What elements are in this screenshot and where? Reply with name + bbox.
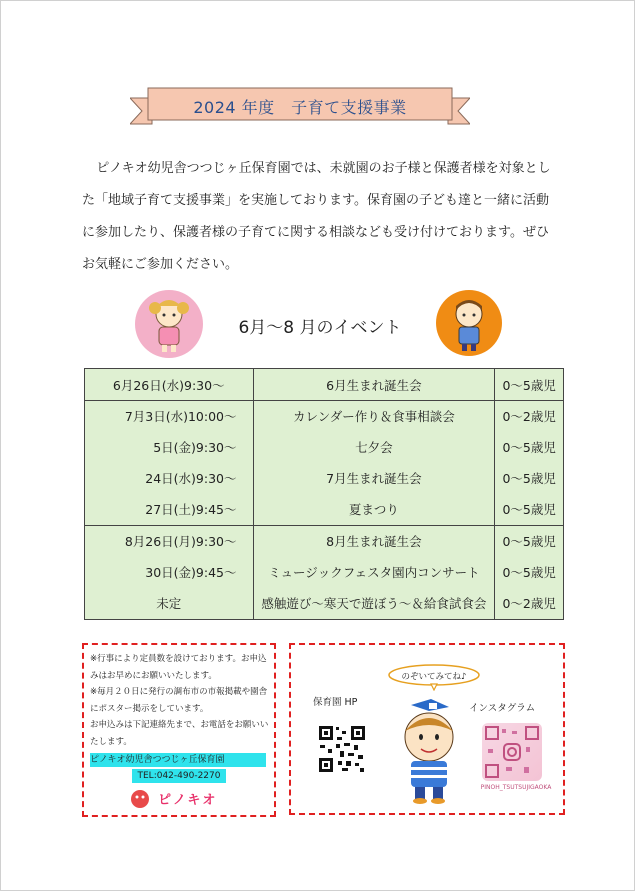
event-date: 24日(水)9:30～ bbox=[145, 471, 237, 486]
event-name-group bbox=[253, 526, 495, 620]
event-age: 0～5歳児 bbox=[502, 440, 556, 455]
note-box bbox=[82, 643, 276, 817]
boy-character-icon bbox=[436, 290, 502, 356]
event-date: 8月26日(月)9:30～ bbox=[124, 534, 237, 549]
event-date-group bbox=[85, 401, 254, 526]
intro-paragraph: ピノキオ幼児舎つつじヶ丘保育園では、未就園のお子様と保護者様を対象とした「地域子育て支援事業」を実施しております。保育園の子ども達と一緒に活動に参加したり、保護者様の子育てに関する相談なども受け付けております。ぜひお気軽にご参加ください。 bbox=[82, 161, 551, 272]
event-schedule-table bbox=[84, 368, 564, 620]
title-ribbon bbox=[130, 84, 470, 128]
event-age: 0～2歳児 bbox=[502, 409, 556, 424]
pinokio-logo bbox=[130, 785, 230, 811]
event-age: 0～2歳児 bbox=[502, 596, 556, 611]
event-name: 七夕会 bbox=[355, 440, 393, 455]
event-date: 27日(土)9:45～ bbox=[145, 502, 237, 517]
girl-character-icon bbox=[135, 290, 203, 358]
table-row bbox=[85, 401, 564, 526]
hp-label: 保育園 HP bbox=[313, 697, 358, 708]
sns-box bbox=[289, 643, 565, 815]
event-name-group bbox=[253, 401, 495, 526]
event-age-group bbox=[495, 526, 564, 620]
logo-text: ピノキオ bbox=[158, 793, 218, 808]
instagram-handle: PINOH_TSUTSUJIGAOKA bbox=[480, 784, 552, 791]
note-line: ※毎月２０日に発行の調布市の市報掲載や園舎にポスター掲示をしています。 bbox=[90, 687, 268, 714]
event-date: 未定 bbox=[156, 596, 182, 611]
note-line: お申込みは下記連絡先まで、お電話をお願いいたします。 bbox=[90, 720, 269, 747]
event-name: 6月生まれ誕生会 bbox=[253, 369, 495, 401]
event-age: 0～5歳児 bbox=[502, 502, 556, 517]
table-row bbox=[85, 369, 564, 401]
table-row bbox=[85, 526, 564, 620]
event-age: 0～5歳児 bbox=[502, 565, 556, 580]
event-date: 6月26日(水)9:30～ bbox=[85, 369, 254, 401]
instagram-qr-code-icon[interactable] bbox=[482, 723, 542, 781]
event-date: 7月3日(水)10:00～ bbox=[124, 409, 237, 424]
phone-number[interactable]: TEL:042-490-2270 bbox=[132, 769, 226, 783]
pinokio-mascot-icon bbox=[389, 697, 469, 807]
event-name: 8月生まれ誕生会 bbox=[326, 534, 422, 549]
bubble-text: のぞいてみてね♪ bbox=[401, 672, 467, 682]
note-text bbox=[90, 651, 270, 750]
event-date-group bbox=[85, 526, 254, 620]
org-name: ピノキオ幼児舎つつじヶ丘保育園 bbox=[90, 753, 266, 767]
event-name: ミュージックフェスタ園内コンサート bbox=[268, 565, 480, 580]
event-name: 感触遊び～寒天で遊ぼう～＆給食試食会 bbox=[261, 596, 487, 611]
event-age: 0～5歳児 bbox=[495, 369, 564, 401]
event-age: 0～5歳児 bbox=[502, 534, 556, 549]
event-name: 7月生まれ誕生会 bbox=[326, 471, 422, 486]
event-age-group bbox=[495, 401, 564, 526]
event-age: 0～5歳児 bbox=[502, 471, 556, 486]
event-date: 5日(金)9:30～ bbox=[153, 440, 237, 455]
hp-qr-code-icon[interactable] bbox=[318, 725, 366, 773]
page-title: 2024 年度 子育て支援事業 bbox=[193, 98, 407, 117]
event-name: 夏まつり bbox=[348, 502, 399, 517]
event-name: カレンダー作り＆食事相談会 bbox=[293, 409, 455, 424]
events-heading: 6月～8 月のイベント bbox=[238, 318, 402, 338]
event-date: 30日(金)9:45～ bbox=[145, 565, 237, 580]
note-line: ※行事により定員数を設けております。お申込みはお早めにお願いいたします。 bbox=[90, 654, 267, 681]
instagram-label: インスタグラム bbox=[469, 703, 536, 714]
